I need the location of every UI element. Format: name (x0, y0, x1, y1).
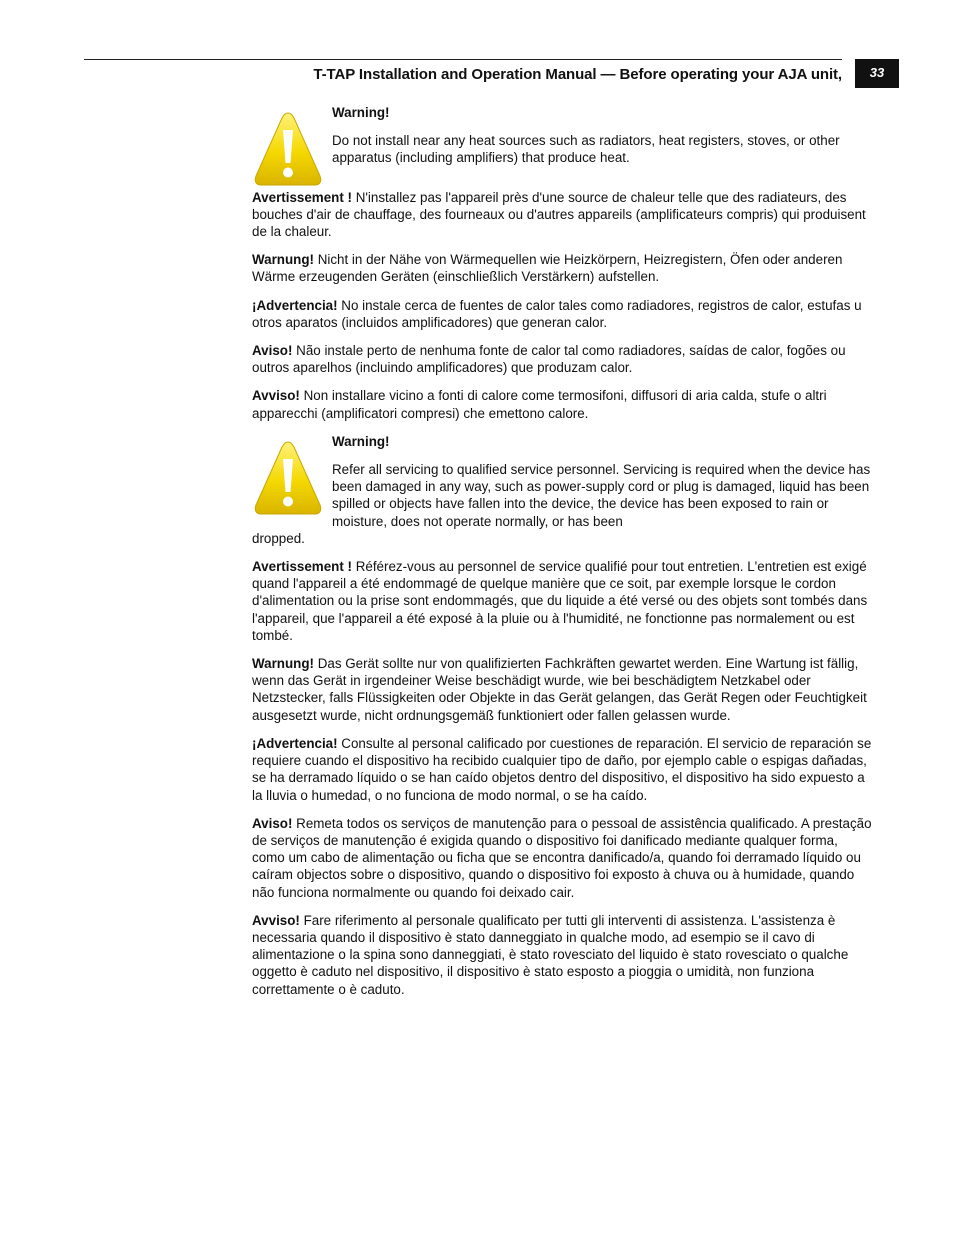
translation-de (252, 251, 872, 285)
translation-it (252, 912, 872, 998)
page-number: 33 (855, 59, 899, 88)
translation-fr (252, 189, 872, 241)
translation-label: Avertissement ! (252, 189, 352, 205)
warning-body: Do not install near any heat sources such as radiators, heat registers, stoves, or other apparatus (including amplifiers) that produce heat. (332, 133, 840, 166)
translation-text: Fare riferimento al personale qualificato per tutti gli interventi di assistenza. L'assistenza è necessaria quando il dispositivo è stato danneggiato in qualche modo, ad esempio se il cavo di alimentazione o la spina sono danneggiati, è stato rovesciato del liquido è stato rovesciato o qualche oggetto è caduto nel dispositivo, il dispositivo è stato esposto a pioggia o umidità, non funziona correttamente o è caduto. (252, 912, 849, 997)
translation-it (252, 387, 872, 421)
translation-text: Non installare vicino a fonti di calore come termosifoni, diffusori di aria calda, stufe o altri apparecchi (amplificatori compresi) che emettono calore. (252, 388, 827, 421)
translation-fr (252, 558, 872, 644)
translation-text: Consulte al personal calificado por cuestiones de reparación. El servicio de reparación se requiere cuando el dispositivo ha recibido cualquier tipo de daño, por ejemplo cable o espigas dañadas, se ha derramado líquido o se han caído objetos dentro del dispositivo, el dispositivo ha sido expuesto a la lluvia o humedad, o no funciona de modo normal, o se ha caído. (252, 735, 872, 803)
translation-label: Avertissement ! (252, 559, 352, 575)
warning-triangle-icon (252, 108, 324, 188)
translation-pt (252, 815, 872, 901)
translation-label: Aviso! (252, 343, 293, 359)
warning-body-tail: dropped. (252, 530, 305, 546)
translation-es (252, 735, 872, 804)
page-header-title: T-TAP Installation and Operation Manual — Before operating your AJA unit, (313, 66, 842, 83)
translation-text: No instale cerca de fuentes de calor tales como radiadores, registros de calor, estufas u otros aparatos (incluidos amplificadores) que generan calor. (252, 297, 862, 330)
warning-block-heat (252, 104, 872, 167)
translation-label: Warnung! (252, 656, 314, 672)
translation-label: ¡Advertencia! (252, 297, 338, 313)
translation-label: Aviso! (252, 815, 293, 831)
warning-triangle-icon (252, 437, 324, 517)
translation-text: Remeta todos os serviços de manutenção para o pessoal de assistência qualificado. A prestação de serviços de manutenção é exigida quando o dispositivo foi danificado mediante qualquer forma, como um cabo de alimentação ou ficha que se encontra danificado/a, quando foi derramado líquido ou caíram objectos sobre o dispositivo, quando o dispositivo foi exposto à chuva ou à humidade, quando não funciona normalmente ou quando foi deixado cair. (252, 815, 872, 900)
translation-es (252, 297, 872, 331)
header-rule (84, 59, 842, 60)
translation-de (252, 655, 872, 724)
translation-text: Não instale perto de nenhuma fonte de calor tal como radiadores, saídas de calor, fogões ou outros aparelhos (incluindo amplificadores) que produzam calor. (252, 343, 846, 376)
warning-title: Warning! (332, 105, 390, 120)
translation-label: ¡Advertencia! (252, 735, 338, 751)
warning-block-servicing (252, 433, 872, 530)
translation-text: Nicht in der Nähe von Wärmequellen wie Heizkörpern, Heizregistern, Öfen oder anderen Wärme erzeugenden Geräten (einschließlich Verstärkern) aufstellen. (252, 252, 843, 285)
page-content (252, 104, 872, 1009)
translation-label: Avviso! (252, 912, 300, 928)
translation-text: Das Gerät sollte nur von qualifizierten Fachkräften gewartet werden. Eine Wartung ist fällig, wenn das Gerät in irgendeiner Weise beschädigt wurde, wie bei beschädigtem Netzkabel oder Netzstecker, falls Flüssigkeiten oder Objekte in das Gerät gelangen, das Gerät Regen oder Feuchtigkeit ausgesetzt wurde, nicht ordnungsgemäß funktioniert oder fallen gelassen wurde. (252, 656, 867, 723)
translation-text: Référez-vous au personnel de service qualifié pour tout entretien. L'entretien est exigé quand l'appareil a été endommagé de quelque manière que ce soit, par exemple lorsque le cordon d'alimentation ou la prise sont endommagés, que du liquide a été versé ou des objets sont tombés dans l'appareil, que l'appareil a été exposé à la pluie ou à l'humidité, ne fonctionne pas normalement ou est tombé. (252, 559, 868, 643)
translation-pt (252, 342, 872, 376)
warning-body: Refer all servicing to qualified service personnel. Servicing is required when the device has been damaged in any way, such as power-supply cord or plug is damaged, liquid has been spilled or objects have fallen into the device, the device has been exposed to rain or moisture, does not operate normally, or has been (332, 462, 871, 529)
translation-label: Avviso! (252, 388, 300, 404)
translation-text: N'installez pas l'appareil près d'une source de chaleur telle que des radiateurs, des bouches d'air de chauffage, des fourneaux ou d'autres appareils (amplificateurs compris) qui produisent de la chaleur. (252, 189, 866, 240)
warning-title: Warning! (332, 433, 390, 449)
translation-label: Warnung! (252, 252, 314, 268)
